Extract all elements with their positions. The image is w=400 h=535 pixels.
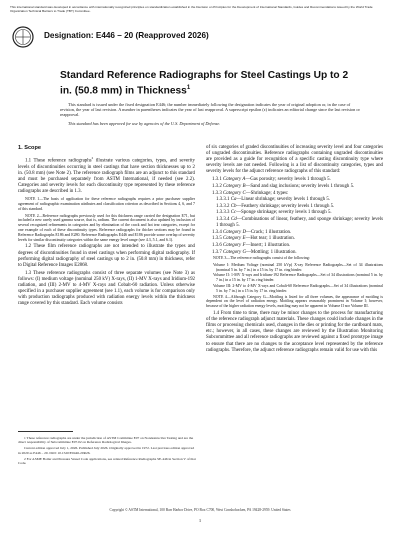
document-title — [60, 70, 360, 98]
category-list-item — [206, 191, 383, 197]
category-list-item — [206, 177, 383, 183]
category-description: —Linear shrinkage; severity levels 1 through 5. — [236, 197, 330, 203]
category-name: Category A — [223, 177, 246, 183]
copyright-line: Copyright © ASTM International, 100 Barr Harbor Drive, PO Box C700, West Conshohocken, PA 19428-2959. United States — [109, 508, 291, 512]
footnote-ref-2: 2 — [91, 156, 94, 161]
section-heading-scope: 1. Scope — [18, 145, 42, 151]
category-number: 1.3.3.4 — [216, 217, 230, 223]
note-4: NOTE 4—Although Category G—Mottling is listed for all three volumes, the appearance of mottling is dependent on the level of radiation energy. Mottling appears reasonably prominent in Volume I; however, because of the higher radiation energy levels, mottling may not be apparent in Volume II nor Volume III. — [206, 294, 383, 309]
title-text: Standard Reference Radiographs for Steel Castings Up to 2 in. (50.8 mm) in Thickness — [60, 70, 349, 97]
category-number: 1.3.3.2 — [216, 203, 230, 209]
category-description: —Gas porosity; severity levels 1 through 5. — [245, 177, 331, 183]
category-description: —Crack; 1 illustration. — [245, 229, 292, 235]
paragraph-1-3-continued: of six categories of graded discontinuities of increasing severity level and four categories of ungraded discontinuities. Reference radiographs containing ungraded discontinuities are provided as a guide for recognition of a specific casting discontinuity type where severity levels are not needed. Following is a list of discontinuity categories, types and severity levels for the adjunct reference radiographs of this standard: — [206, 145, 383, 175]
category-name: Category F — [223, 242, 246, 248]
category-list — [206, 177, 383, 255]
category-name: Category C — [223, 190, 246, 196]
category-name: Ca — [230, 197, 237, 203]
volume-ii: Volume II: 1-MV X-rays and Iridium-192 Reference Radiographs—Set of 34 illustrations (nominal 5 in. by 7 in.) in a 15 in. by 17 in. ring binder. — [213, 273, 383, 283]
category-number: 1.3.4 — [212, 229, 222, 235]
category-description: —Insert; 1 illustration. — [245, 242, 291, 248]
paragraph-1-3: 1.3 These reference radiographs consist of three separate volumes (see Note 3) as follows: (I) medium voltage (nominal 250 kV) X-rays, (II) 1-MV X-rays and Iridium-192 radiation, and (III) 2-MV to 4-MV X-rays and Cobalt-60 radiation. Unless otherwise specified in a purchaser supplier agreement (see 1.1), each volume is for comparison only with production radiographs produced with radiation energy levels within the thickness range covered by this standard. Each volume consists — [18, 270, 195, 307]
dod-approval-notice: This standard has been approved for use by agencies of the U.S. Department of Defense. — [68, 121, 221, 127]
category-name: Category E — [223, 236, 246, 242]
paragraph-1-4: 1.4 From time to time, there may be minor changes to the process for manufacturing of the reference radiograph adjunct materials. These changes could include changes in the films or processing chemicals used, changes in the dies or printing for the cardboard mats, etc.; however, in all cases, these changes are reviewed by the Illustration Monitoring Subcommittee and all reference radiographs are reviewed against a fixed prototype image to ensure that there are no changes to the acceptance level represented by the reference radiographs. Therefore, the adjunct reference radiographs remain valid for use with this — [206, 311, 383, 353]
issuance-notice — [60, 102, 360, 130]
category-description: —Mottling; 1 illustration. — [245, 249, 297, 255]
note-1: NOTE 1—The basis of application for these reference radiographs requires a prior purchaser supplier agreement of radiographic examination attributes and classification criterion as described in Sections 4, 6, and 7 of this standard. — [18, 197, 195, 211]
category-number: 1.3.2 — [212, 184, 222, 190]
tbt-banner: This international standard was developed in accordance with internationally recognized principles on standardization established in the Decision on Principles for the Development of International Standards, Guides and Recommendations issued by the World Trade Organization Technical Barriers to Trade (TBT) Committee. — [10, 5, 373, 13]
footnote-divider — [18, 431, 73, 432]
astm-logo-icon — [12, 26, 34, 48]
designation-row — [10, 26, 390, 46]
volume-iii: Volume III: 2-MV to 4-MV X-rays and Cobalt-60 Reference Radiographs—Set of 34 illustrations (nominal 5 in. by 7 in.) in a 15 in. by 17 in. ring binder. — [213, 284, 383, 293]
footnote-2: 2 For ASME Boiler and Pressure Vessel Code applications, see related Reference Radiographs SE-446 in Section V of that Code. — [18, 456, 196, 466]
category-list-item — [206, 210, 383, 216]
category-list-item — [206, 236, 383, 242]
category-description: —Sponge shrinkage; severity levels 1 through 5. — [236, 210, 332, 216]
category-description: —Sand and slag inclusions; severity levels 1 through 5. — [245, 184, 355, 190]
category-name: Category D — [223, 229, 246, 235]
category-list-item — [206, 230, 383, 236]
category-number: 1.3.3.1 — [216, 197, 230, 203]
category-number: 1.3.3.3 — [216, 210, 230, 216]
notice-paragraph: This standard is issued under the fixed designation E446; the number immediately following the designation indicates the year of original adoption or, in the case of revision, the year of last revision. A number in parentheses indicates the year of last reapproval. A superscript epsilon (ε) indicates an editorial change since the last revision or reapproval. — [60, 102, 360, 118]
paragraph-1-2: 1.2 These film reference radiographs are not intended to illustrate the types and degrees of discontinuities found in steel castings when performing digital radiography. If performing digital radiography of steel castings up to 2 in. (50.8 mm) in thickness, refer to Digital Reference Images E2868. — [18, 244, 195, 268]
category-list-item — [206, 197, 383, 203]
footnote-1: 1 These reference radiographs are under the jurisdiction of ASTM Committee E07 on Nondestructive Testing and are the direct responsibility of Subcommittee E07.02 on Reference Radiological Images. — [18, 436, 194, 445]
footnote-edition: Current edition approved July 1, 2026. Published July 2026. Originally approved in 1972. Last previous edition approved in 2020 as E446 – 20. DOI: 10.1520/E0446-20R26. — [18, 446, 195, 455]
category-number: 1.3.1 — [212, 177, 222, 183]
category-description: —Combinations of linear, feathery, and sponge shrinkage; severity levels 1 through 5. — [216, 217, 383, 229]
note-3: NOTE 3—The reference radiographs consist of the following: — [213, 256, 310, 261]
category-name: Cb — [230, 203, 237, 209]
right-column — [206, 145, 383, 356]
category-name: Cc — [230, 210, 237, 216]
category-list-item — [206, 243, 383, 249]
category-list-item — [206, 204, 383, 210]
left-column — [18, 145, 195, 309]
note-2: NOTE 2—Reference radiographs previously used for this thickness range carried the designation E71, but included a new rarely used gamma source, that is, radium. The current document is also updated by inclusion of several recognized refinements in categories and by elimination of the crack and hot tear categories, except for one example of each of these discontinuity types. Reference radiographs for thicker sections may be found in Reference Radiographs E186 and E280. Reference Radiographs E446 and E186 provide some overlap of severity levels for similar discontinuity categories within the same energy level range (see 4.3, 5.1, and 6.1). — [18, 213, 195, 242]
paragraph-1-1-rest: illustrate various categories, types, and severity levels of discontinuities occurring in steel castings that have section thicknesses up to 2 in. (50.8 mm) (see Note 2). The reference radiograph films are an adjunct to this standard and must be purchased separately from ASTM International, if needed (see 2.2). Categories and severity levels for each discontinuity type represented by these reference radiographs are described in 1.3. — [18, 158, 195, 195]
category-list-item — [206, 217, 383, 229]
page-number: 1 — [198, 518, 202, 523]
category-number: 1.3.7 — [212, 249, 222, 255]
category-list-item — [206, 250, 383, 256]
category-name: Cd — [231, 217, 237, 223]
category-list-item — [206, 184, 383, 190]
designation: Designation: E446 – 20 (Reapproved 2026) — [44, 31, 209, 40]
category-name: Category G — [223, 249, 246, 255]
category-description: —Shrinkage; 4 types: — [245, 190, 289, 196]
category-name: Category B — [223, 184, 246, 190]
category-description: —Hot tear; 1 illustration. — [245, 236, 295, 242]
volume-i: Volume I: Medium Voltage (nominal 250 kVp) X-ray Reference Radiographs—Set of 34 illustrations (nominal 5 in. by 7 in.) in a 15 in. by 17 in. ring binder. — [213, 262, 383, 272]
paragraph-1-1 — [18, 155, 195, 195]
category-number: 1.3.3 — [212, 190, 222, 196]
footnotes — [18, 436, 196, 467]
category-number: 1.3.5 — [212, 236, 222, 242]
category-description: —Feathery shrinkage; severity levels 1 through 5. — [236, 203, 335, 209]
paragraph-1-1-start: 1.1 These reference radiographs — [25, 158, 92, 164]
category-number: 1.3.6 — [212, 242, 222, 248]
title-footnote-ref: 1 — [186, 85, 191, 92]
